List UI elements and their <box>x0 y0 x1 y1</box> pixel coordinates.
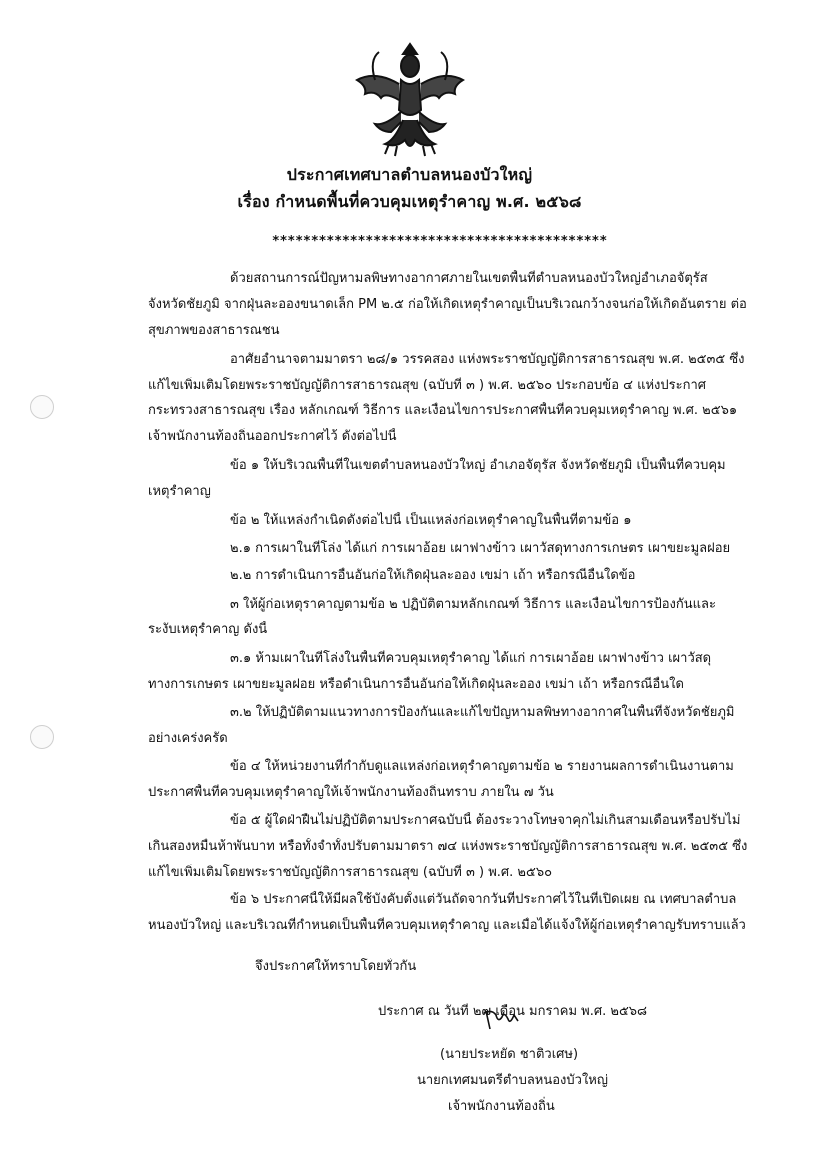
body-line: ข้อ ๕ ผู้ใดฝ่าฝืนไม่ปฏิบัติตามประกาศฉบับนี้ ต้องระวางโทษจาคุกไม่เกินสามเดือนหรือปรับไม่ <box>230 813 741 828</box>
body-line: ข้อ ๒ ให้แหล่งกำเนิดดังต่อไปนี้ เป็นแหล่งก่อเหตุรำคาญในพื้นที่ตามข้อ ๑ <box>230 513 632 528</box>
body-line: ทางการเกษตร เผาขยะมูลฝอย หรือดำเนินการอื่นอันก่อให้เกิดฝุ่นละออง เขม่า เถ้า หรือกรณีอื่นใด <box>148 677 684 692</box>
signatory-position: นายกเทศมนตรีตำบลหนองบัวใหญ่ <box>417 1073 608 1088</box>
body-line: ๒.๒ การดำเนินการอื่นอันก่อให้เกิดฝุ่นละออง เขม่า เถ้า หรือกรณีอื่นใดข้อ <box>230 568 636 583</box>
body-line: ๓ ให้ผู้ก่อเหตุราคาญตามข้อ ๒ ปฏิบัติตามหลักเกณฑ์ วิธีการ และเงื่อนไขการป้องกันและ <box>230 597 716 612</box>
body-line: อย่างเคร่งครัด <box>148 731 228 746</box>
body-line: ข้อ ๖ ประกาศนี้ให้มีผลใช้บังคับตั้งแต่วันถัดจากวันที่ประกาศไว้ในที่เปิดเผย ณ เทศบาลตำบล <box>230 892 737 907</box>
body-line: ๓.๑ ห้ามเผาในที่โล่งในพื้นที่ควบคุมเหตุรำคาญ ได้แก่ การเผาอ้อย เผาฟางข้าว เผาวัสดุ <box>230 651 712 666</box>
announcement-date: ประกาศ ณ วันที่ ๒๗ เดือน มกราคม พ.ศ. ๒๕๖๘ <box>378 1004 648 1019</box>
body-line: ระงับเหตุรำคาญ ดังนี้ <box>148 622 268 637</box>
body-line: ข้อ ๔ ให้หน่วยงานที่กำกับดูแลแหล่งก่อเหตุรำคาญตามข้อ ๒ รายงานผลการดำเนินงานตาม <box>230 759 734 774</box>
body-line: เหตุรำคาญ <box>148 484 211 499</box>
signatory-name: (นายประหยัด ชาติวเศษ) <box>440 1047 579 1062</box>
punch-hole <box>30 395 54 419</box>
signature <box>482 1005 522 1035</box>
divider-stars: ******************************************* <box>272 234 608 249</box>
body-line: หนองบัวใหญ่ และบริเวณที่กำหนดเป็นพื้นที่ควบคุมเหตุรำคาญ และเมื่อได้แจ้งให้ผู้ก่อเหตุรำคาญรับทราบแล้ว <box>148 918 746 933</box>
body-line: จังหวัดชัยภูมิ จากฝุ่นละอองขนาดเล็ก PM ๒.๕ ก่อให้เกิดเหตุรำคาญเป็นบริเวณกว้างจนก่อให้เกิดอันตราย ต่อ <box>148 297 747 312</box>
body-line: ประกาศพื้นที่ควบคุมเหตุรำคาญให้เจ้าพนักงานท้องถิ่นทราบ ภายใน ๗ วัน <box>148 785 554 800</box>
announcement-title: ประกาศเทศบาลตำบลหนองบัวใหญ่ <box>286 165 533 184</box>
announcement-subject: เรื่อง กำหนดพื้นที่ควบคุมเหตุรำคาญ พ.ศ. ๒๕๖๘ <box>237 192 582 211</box>
body-line: ข้อ ๑ ให้บริเวณพื้นที่ในเขตตำบลหนองบัวใหญ่ อำเภอจัตุรัส จังหวัดชัยภูมิ เป็นพื้นที่ควบคุม <box>230 458 726 473</box>
body-line: ๒.๑ การเผาในที่โล่ง ได้แก่ การเผาอ้อย เผาฟางข้าว เผาวัสดุทางการเกษตร เผาขยะมูลฝอย <box>230 541 731 556</box>
body-line: อาศัยอำนาจตามมาตรา ๒๘/๑ วรรคสอง แห่งพระราชบัญญัติการสาธารณสุข พ.ศ. ๒๕๓๕ ซึ่ง <box>230 352 745 367</box>
punch-hole <box>30 725 54 749</box>
closing-statement: จึงประกาศให้ทราบโดยทั่วกัน <box>255 959 417 974</box>
body-line: กระทรวงสาธารณสุข เรื่อง หลักเกณฑ์ วิธีการ และเงื่อนไขการประกาศพื้นที่ควบคุมเหตุรำคาญ พ.ศ. ๒๕๖๑ <box>148 403 738 418</box>
body-line: สุขภาพของสาธารณชน <box>148 323 280 338</box>
body-line: ๓.๒ ให้ปฏิบัติตามแนวทางการป้องกันและแก้ไขปัญหามลพิษทางอากาศในพื้นที่จังหวัดชัยภูมิ <box>230 705 735 720</box>
garuda-emblem <box>345 40 475 160</box>
signatory-role: เจ้าพนักงานท้องถิ่น <box>448 1099 555 1114</box>
body-line: เจ้าพนักงานท้องถิ่นออกประกาศไว้ ดังต่อไปนี้ <box>148 429 397 444</box>
body-line: เกินสองหมื่นห้าพันบาท หรือทั้งจำทั้งปรับตามมาตรา ๗๔ แห่งพระราชบัญญัติการสาธารณสุข พ.ศ. ๒๕๓๕ ซึ่ง <box>148 839 748 854</box>
body-line: แก้ไขเพิ่มเติมโดยพระราชบัญญัติการสาธารณสุข (ฉบับที่ ๓ ) พ.ศ. ๒๕๖๐ <box>148 865 553 880</box>
body-line: แก้ไขเพิ่มเติมโดยพระราชบัญญัติการสาธารณสุข (ฉบับที่ ๓ ) พ.ศ. ๒๕๖๐ ประกอบข้อ ๔ แห่งประกาศ <box>148 378 707 393</box>
body-line: ด้วยสถานการณ์ปัญหามลพิษทางอากาศภายในเขตพื้นที่ตำบลหนองบัวใหญ่อำเภอจัตุรัส <box>230 271 708 286</box>
